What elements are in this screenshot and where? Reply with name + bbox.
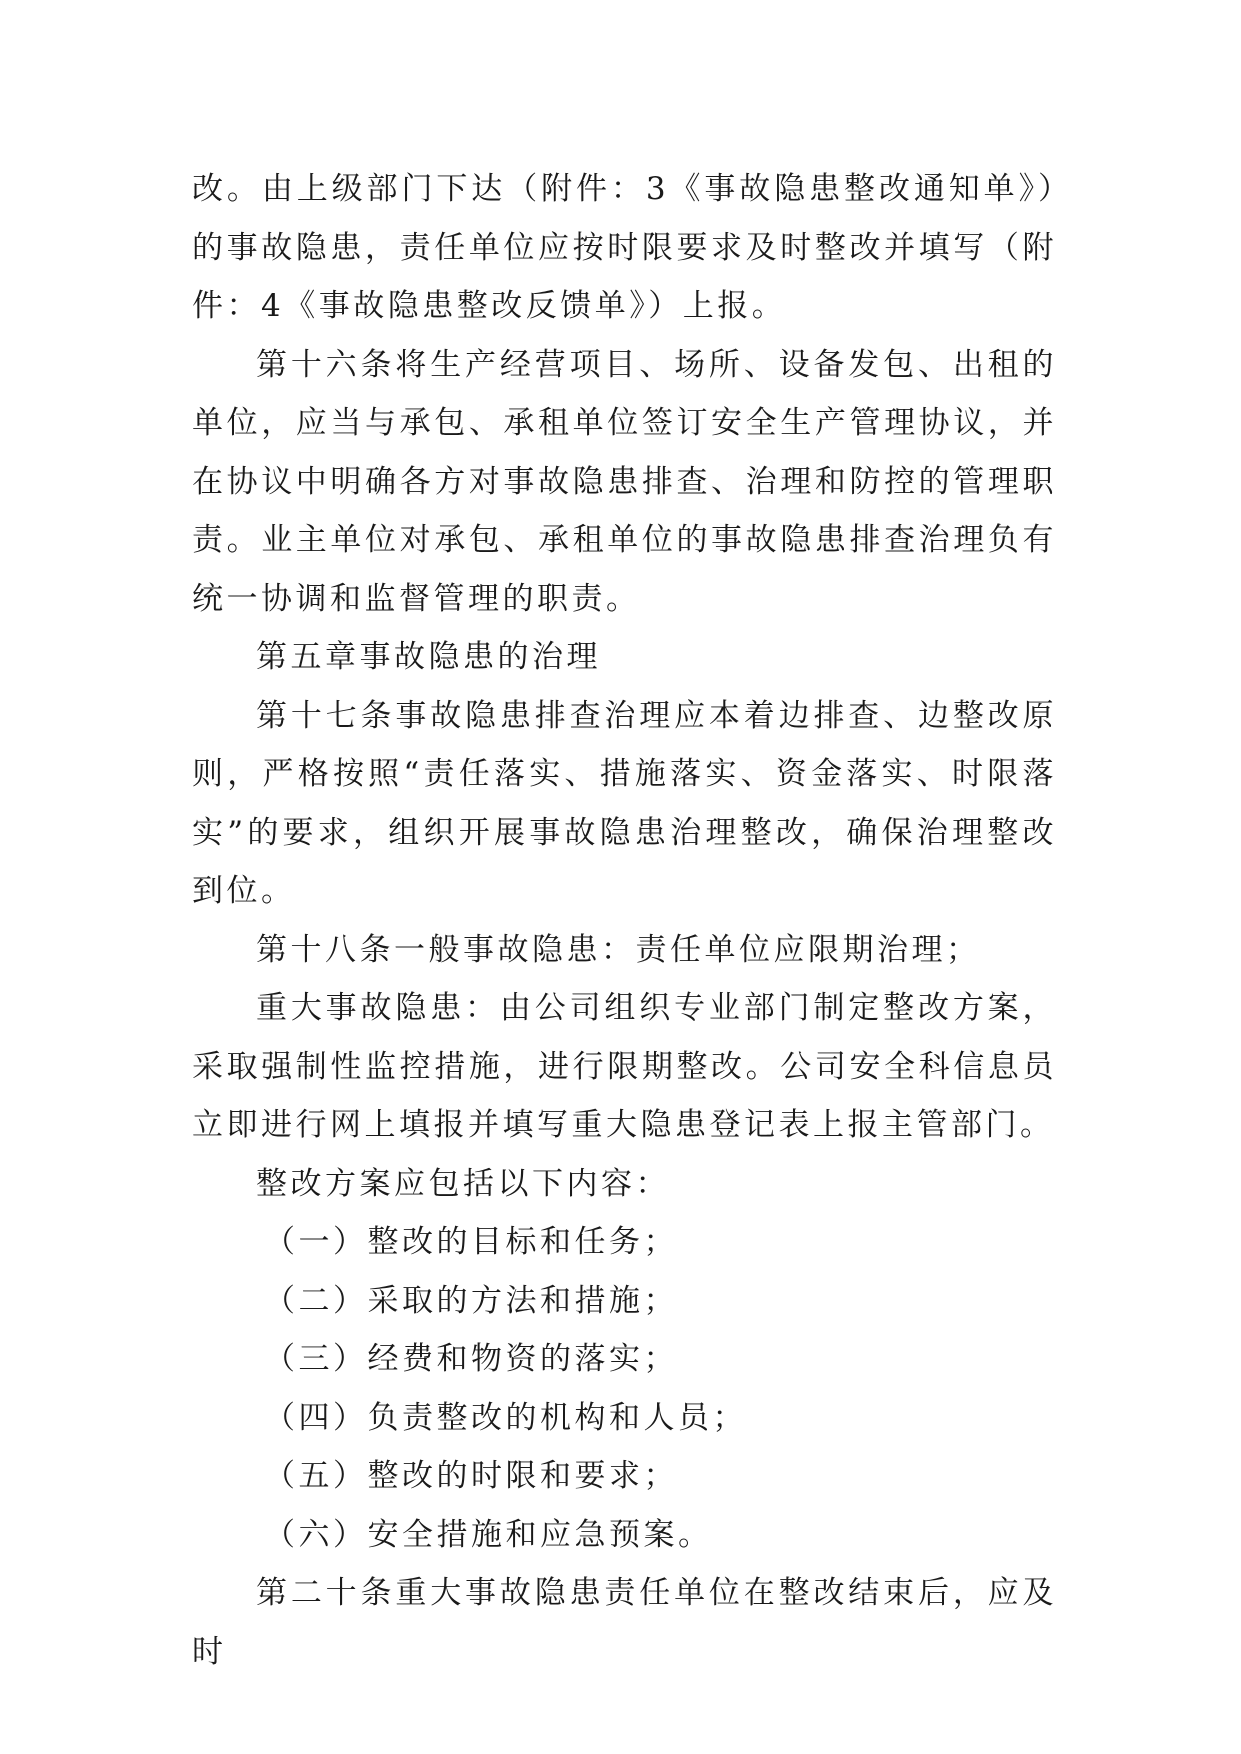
paragraph-article-18: 第十八条一般事故隐患：责任单位应限期治理； [256, 931, 981, 968]
paragraph-article-16: 第十六条将生产经营项目、场所、设备发包、出租的单位，应当与承包、承租单位签订安全生产管理协议，并在协议中明确各方对事故隐患排查、治理和防控的管理职责。业主单位对承包、承租单位的事故隐患排查治理负有统一协调和监督管理的职责。 [192, 346, 1057, 617]
paragraph-plan-contents-intro: 整改方案应包括以下内容： [256, 1165, 670, 1202]
paragraph-major-hazard: 重大事故隐患：由公司组织专业部门制定整改方案，采取强制性监控措施，进行限期整改。公司安全科信息员立即进行网上填报并填写重大隐患登记表上报主管部门。 [192, 990, 1057, 1143]
list-item: （二）采取的方法和措施； [264, 1282, 678, 1319]
list-item: （六）安全措施和应急预案。 [264, 1516, 713, 1553]
document-body [192, 160, 1057, 1681]
paragraph-continuation: 改。由上级部门下达（附件：3《事故隐患整改通知单》）的事故隐患，责任单位应按时限要求及时整改并填写（附件：4《事故隐患整改反馈单》）上报。 [192, 171, 1057, 324]
paragraph-article-17: 第十七条事故隐患排查治理应本着边排查、边整改原则，严格按照“责任落实、措施落实、资金落实、时限落实”的要求，组织开展事故隐患治理整改，确保治理整改到位。 [192, 697, 1057, 909]
paragraph-article-20: 第二十条重大事故隐患责任单位在整改结束后，应及时 [192, 1575, 1057, 1670]
list-item: （一）整改的目标和任务； [264, 1224, 678, 1260]
list-item: （五）整改的时限和要求； [264, 1458, 678, 1494]
chapter-heading-5: 第五章事故隐患的治理 [256, 639, 601, 675]
list-item: （四）负责整改的机构和人员； [264, 1399, 747, 1436]
list-item: （三）经费和物资的落实； [264, 1341, 678, 1377]
